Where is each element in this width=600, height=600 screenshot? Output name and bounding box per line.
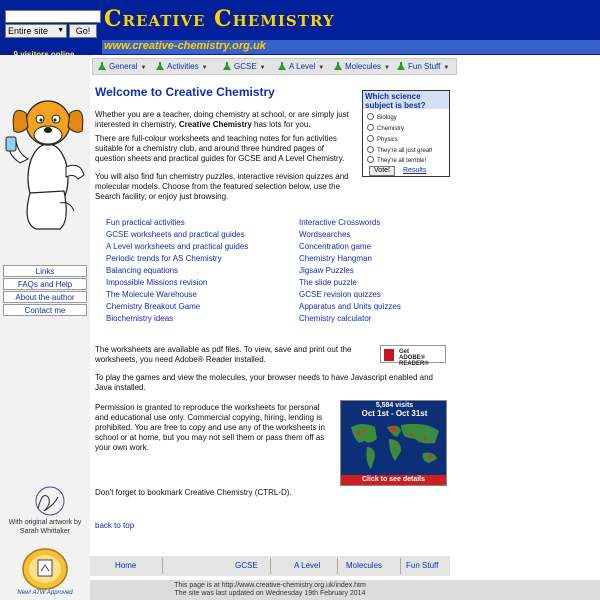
feature-link[interactable]: Periodic trends for AS Chemistry <box>106 254 222 263</box>
visits-range: Oct 1st - Oct 31st <box>361 409 428 418</box>
intro-paragraph <box>95 110 355 130</box>
flask-icon <box>98 62 106 70</box>
feature-link[interactable]: Jigsaw Puzzles <box>299 266 354 275</box>
get-adobe-reader-button[interactable] <box>380 345 446 367</box>
flask-icon <box>156 62 164 70</box>
search-scope-select[interactable] <box>5 24 67 38</box>
nav-label: A Level <box>289 62 316 71</box>
visits-map[interactable] <box>340 400 447 486</box>
go-button[interactable]: Go! <box>69 24 97 38</box>
footer-info <box>90 580 600 600</box>
nav-activities[interactable] <box>156 61 208 73</box>
adobe-line2: ADOBE® READER® <box>399 355 429 367</box>
pdf-note: The worksheets are available as pdf files. To view, save and print out the worksheets, you need Adobe® Reader installed. <box>95 345 352 364</box>
footer-page-url: This page is at http://www.creative-chemistry.org.uk/index.htm <box>174 582 366 589</box>
footer-link-fun-stuff[interactable]: Fun Stuff <box>406 561 439 570</box>
results-link[interactable]: Results <box>403 167 427 174</box>
feature-link[interactable]: Interactive Crosswords <box>299 218 381 227</box>
feature-link[interactable]: Concentration game <box>299 242 372 251</box>
feature-link[interactable]: Biochemistry ideas <box>106 314 174 323</box>
feature-link[interactable]: A Level worksheets and practical guides <box>106 242 249 251</box>
feature-link[interactable]: GCSE worksheets and practical guides <box>106 230 245 239</box>
footer-link-a-level[interactable]: A Level <box>294 561 321 570</box>
feature-link[interactable]: Balancing equations <box>106 266 179 275</box>
sidebar-link-links[interactable]: Links <box>3 265 87 277</box>
nav-molecules[interactable] <box>334 61 390 73</box>
feature-link[interactable]: The slide puzzle <box>299 278 357 287</box>
nav-label: Activities <box>167 62 199 71</box>
feature-link[interactable]: The Molecule Warehouse <box>106 290 197 299</box>
footer-divider <box>270 558 271 574</box>
poll-option-label: Physics <box>377 137 398 143</box>
feature-link[interactable]: GCSE revision quizzes <box>299 290 381 299</box>
chevron-down-icon: ▼ <box>140 65 147 71</box>
poll-option[interactable] <box>367 146 433 156</box>
site-header <box>0 0 600 55</box>
chevron-down-icon: ▼ <box>201 65 208 71</box>
radio-icon[interactable] <box>367 156 374 163</box>
feature-link[interactable]: Apparatus and Units quizzes <box>299 302 401 311</box>
map-details-link[interactable]: Click to see details <box>341 475 446 485</box>
atw-approved-badge-icon[interactable] <box>14 547 76 597</box>
feature-link[interactable]: Impossible Missions revision <box>106 278 208 287</box>
poll-question: Which science subject is best? <box>363 91 449 109</box>
site-title[interactable]: Creative Chemistry <box>104 6 335 32</box>
vote-button[interactable]: Vote! <box>369 166 395 176</box>
poll-option[interactable] <box>367 135 398 145</box>
feature-link[interactable]: Wordsearches <box>299 230 351 239</box>
poll-option[interactable] <box>367 124 404 134</box>
sidebar-link-about[interactable]: About the author <box>3 291 87 303</box>
chevron-down-icon: ▼ <box>443 65 450 71</box>
poll-box <box>362 90 450 177</box>
nav-label: General <box>109 62 138 71</box>
flask-icon <box>334 62 342 70</box>
intro-text: Whether you are a teacher, doing chemistry at school, or are simply just interested in chemistry, <box>95 110 349 129</box>
world-map-icon <box>345 419 444 473</box>
signature-logo-icon <box>28 483 68 523</box>
feature-link[interactable]: Chemistry Breakout Game <box>106 302 201 311</box>
nav-fun-stuff[interactable] <box>397 61 449 73</box>
flask-icon <box>397 62 405 70</box>
adobe-line1: Get <box>399 349 410 355</box>
poll-option-label: They're all just great! <box>377 148 433 154</box>
visits-count: 5,584 visits <box>375 402 414 409</box>
radio-icon[interactable] <box>367 113 374 120</box>
chevron-down-icon: ▼ <box>57 27 64 34</box>
radio-icon[interactable] <box>367 124 374 131</box>
footer-link-gcse[interactable]: GCSE <box>235 561 258 570</box>
mascot-dog-icon <box>0 83 90 233</box>
sidebar-link-contact[interactable]: Contact me <box>3 304 87 316</box>
worksheets-paragraph: There are full-colour worksheets and teaching notes for fun activities suitable for a chemistry club, and around three hundred pages of question sheets and practical guides for GCSE and A Level Chemistry. <box>95 134 345 163</box>
back-to-top-link[interactable]: back to top <box>95 521 135 530</box>
left-sidebar <box>0 55 90 600</box>
intro-text-end: has lots for you. <box>251 120 311 129</box>
radio-icon[interactable] <box>367 135 374 142</box>
poll-option-label: They're all terrible! <box>377 158 427 164</box>
footer-nav <box>90 556 450 576</box>
sidebar-links <box>3 265 87 317</box>
feature-link[interactable]: Fun practical activities <box>106 218 185 227</box>
nav-label: Fun Stuff <box>408 62 441 71</box>
chevron-down-icon: ▼ <box>318 65 325 71</box>
sidebar-link-faqs[interactable]: FAQs and Help <box>3 278 87 290</box>
nav-a-level[interactable] <box>278 61 324 73</box>
nav-general[interactable] <box>98 61 146 73</box>
poll-option[interactable] <box>367 156 426 166</box>
adobe-label <box>399 349 445 367</box>
nav-label: GCSE <box>234 62 257 71</box>
radio-icon[interactable] <box>367 146 374 153</box>
flask-icon <box>223 62 231 70</box>
search-input[interactable] <box>5 10 101 23</box>
artwork-credit: With original artwork by Sarah Whittaker <box>8 519 82 535</box>
footer-divider <box>337 558 338 574</box>
footer-divider <box>162 558 163 574</box>
javascript-note: To play the games and view the molecules, your browser needs to have Javascript enabled and Java installed. <box>95 373 433 392</box>
chevron-down-icon: ▼ <box>259 65 266 71</box>
permission-note: Permission is granted to reproduce the worksheets for personal and educational use only. Commercial copying, hiring, lending is prohibited. You are free to copy and use any of the worksheets in school or at home, but you may not sell them or pass them off as your own work. <box>95 403 325 452</box>
footer-link-molecules[interactable]: Molecules <box>346 561 383 570</box>
adobe-logo-icon <box>384 349 394 361</box>
feature-link[interactable]: Chemistry Hangman <box>299 254 372 263</box>
poll-option-label: Biology <box>377 115 397 121</box>
site-url[interactable]: www.creative-chemistry.org.uk <box>104 40 266 52</box>
puzzles-paragraph: You will also find fun chemistry puzzles, interactive revision quizzes and molecular models. Choose from the featured selection below, use the Search facility, or enjoy just browsing. <box>95 172 349 201</box>
feature-link[interactable]: Chemistry calculator <box>299 314 372 323</box>
page-title: Welcome to Creative Chemistry <box>95 85 275 99</box>
badge-text: New! ATW Approved <box>17 590 73 596</box>
flask-icon <box>278 62 286 70</box>
footer-link-home[interactable]: Home <box>115 561 137 570</box>
poll-option-label: Chemistry <box>377 126 405 132</box>
chevron-down-icon: ▼ <box>384 65 390 71</box>
footer-updated: The site was last updated on Wednesday 19th February 2014 <box>174 590 366 597</box>
poll-option[interactable] <box>367 113 397 123</box>
main-nav <box>92 58 457 75</box>
footer-divider <box>400 558 401 574</box>
search-scope-value: Entire site <box>8 26 49 36</box>
bookmark-note: Don't forget to bookmark Creative Chemistry (CTRL-D). <box>95 488 292 497</box>
nav-gcse[interactable] <box>223 61 266 73</box>
nav-label: Molecules <box>345 62 382 71</box>
intro-bold: Creative Chemistry <box>178 120 252 129</box>
